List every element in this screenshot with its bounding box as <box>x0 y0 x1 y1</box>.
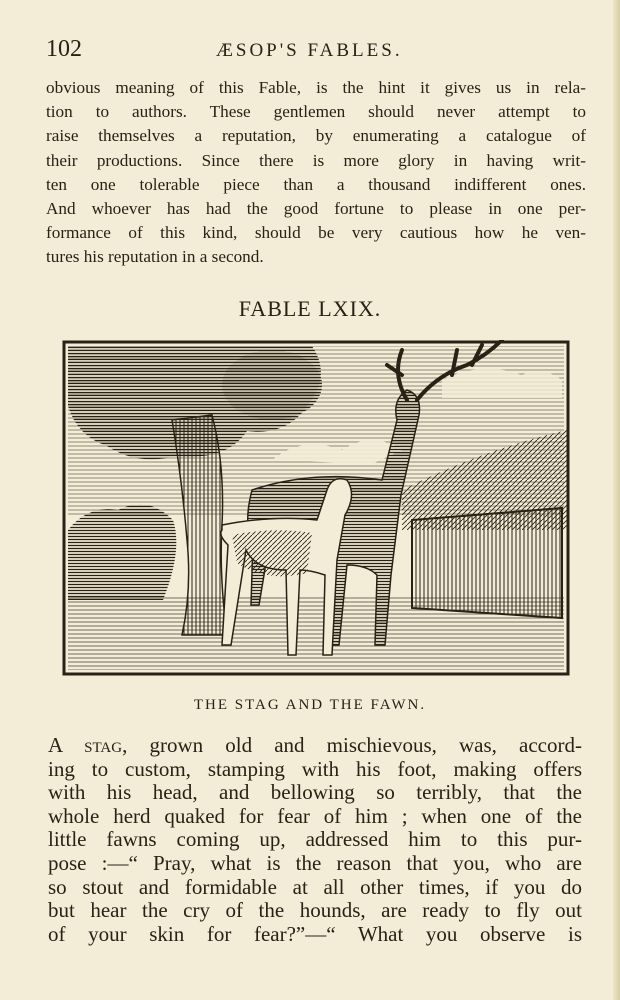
fable-line: of your skin for fear?”—“ What you observe is <box>48 921 582 946</box>
fable-line: so stout and formidable at all other times, if you do <box>48 874 582 899</box>
cloud <box>442 369 562 398</box>
first-line-rest: grown old and mischievous, was, accord- <box>127 733 582 757</box>
illustration-caption: THE STAG AND THE FAWN. <box>193 697 427 713</box>
intro-line: raise themselves a reputation, by enumerating a catalogue of <box>46 126 586 146</box>
tree-foliage <box>222 350 322 420</box>
fable-line <box>48 734 582 758</box>
fable-line: pose :—“ Pray, what is the reason that you, who are <box>48 850 582 875</box>
fable-title: FABLE LXIX. <box>238 296 382 321</box>
fable-line: little fawns coming up, addressed him to this pur- <box>48 827 582 852</box>
page-edge <box>613 0 620 1000</box>
fable-line: whole herd quaked for fear of him ; when one of the <box>48 803 582 828</box>
intro-line: their productions. Since there is more glory in having writ- <box>46 150 586 170</box>
woodcut-illustration <box>62 340 570 676</box>
running-title: ÆSOP'S FABLES. <box>216 40 403 61</box>
intro-line: tion to authors. These gentlemen should never attempt to <box>46 102 586 122</box>
fable-text <box>48 734 582 946</box>
page-number: 102 <box>46 36 82 62</box>
intro-paragraph <box>46 76 586 270</box>
intro-line: tures his reputation in a second. <box>46 247 264 267</box>
fable-line: but hear the cry of the hounds, are ready to fly out <box>48 898 582 923</box>
ground <box>68 595 564 670</box>
page-header <box>46 36 580 66</box>
intro-line: formance of this kind, should be very cautious how he ven- <box>46 223 586 243</box>
intro-line: ten one tolerable piece than a thousand indifferent ones. <box>46 174 586 194</box>
intro-line: And whoever has had the good fortune to please in one per- <box>46 199 586 219</box>
fable-line: ing to custom, stamping with his foot, making offers <box>48 756 582 781</box>
bush <box>68 504 176 600</box>
intro-line: obvious meaning of this Fable, is the hint it gives us in rela- <box>46 78 586 97</box>
opening-word: A stag, <box>48 733 128 757</box>
fable-line: with his head, and bellowing so terribly, that the <box>48 780 582 805</box>
